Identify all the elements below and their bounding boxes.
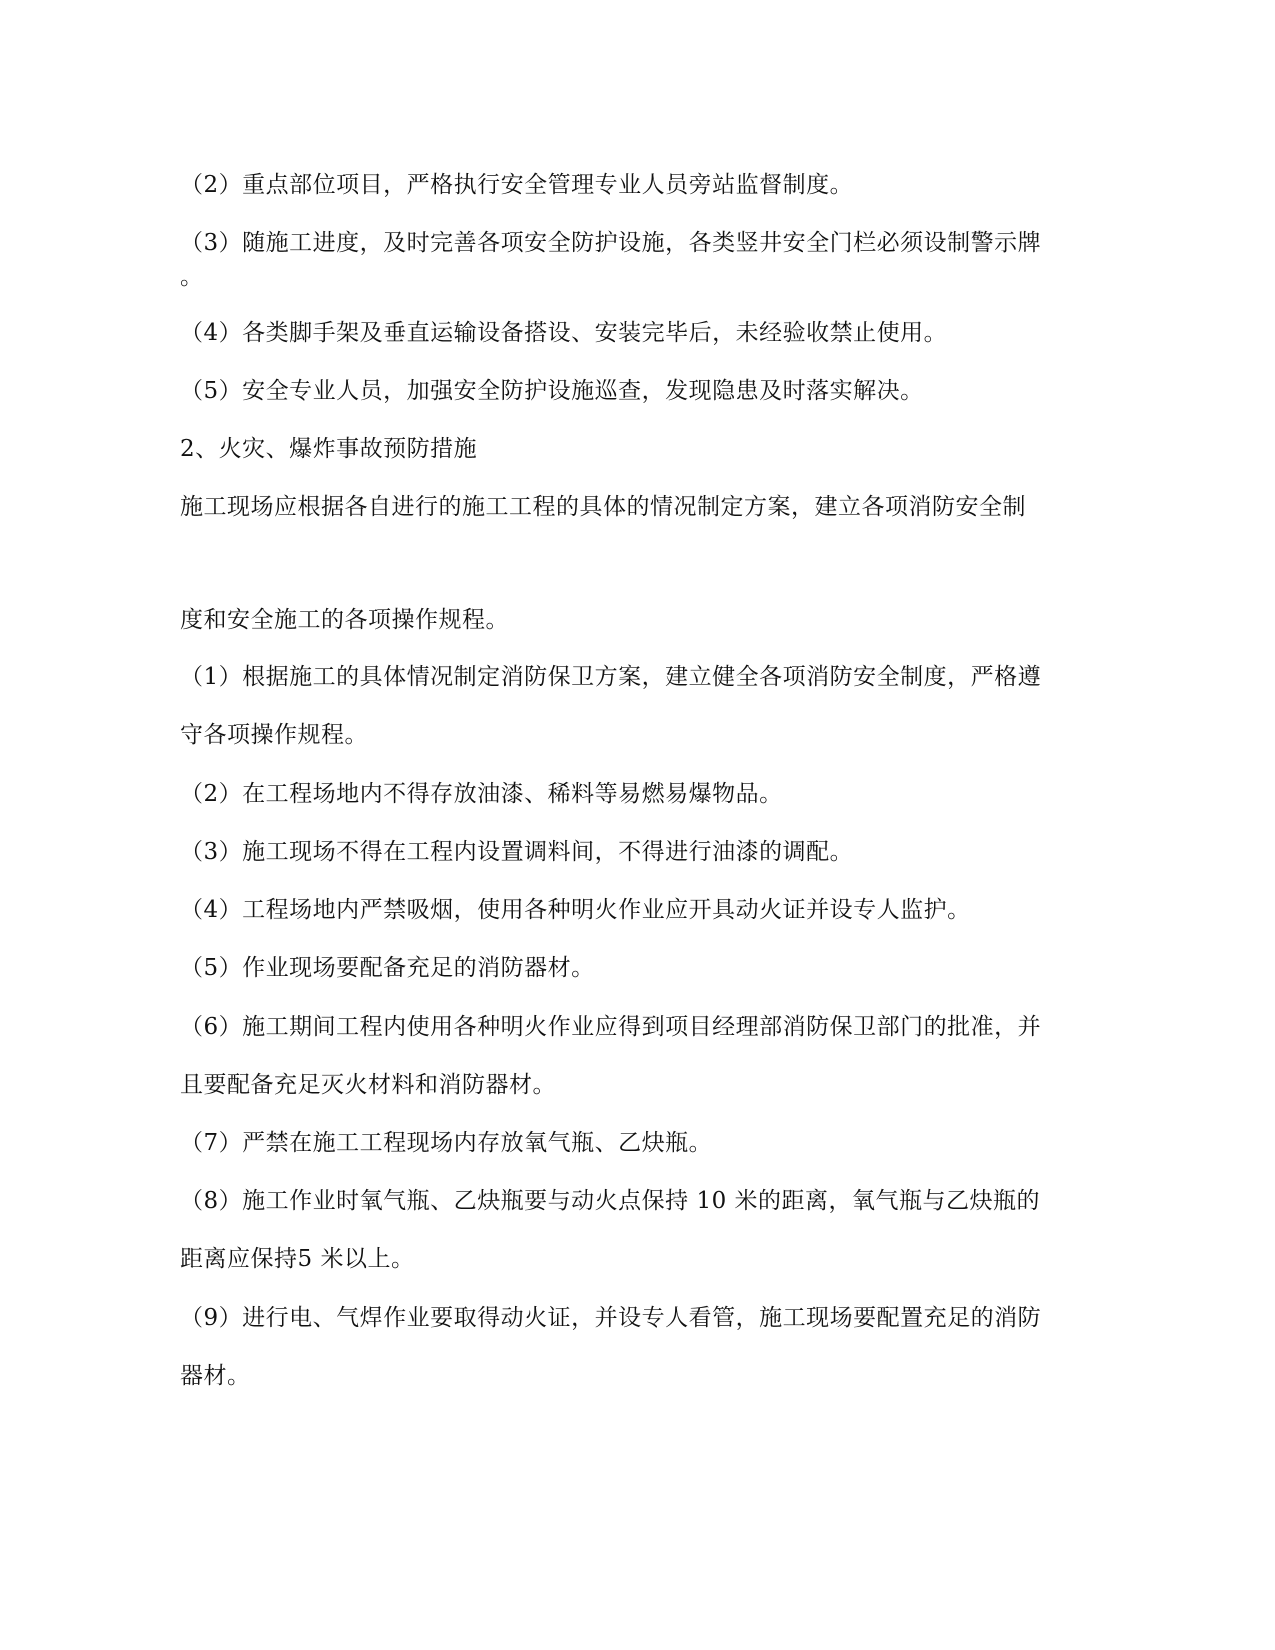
- text-line: 施工现场应根据各自进行的施工工程的具体的情况制定方案，建立各项消防安全制: [180, 494, 1026, 520]
- section-heading: 2、火灾、爆炸事故预防措施: [180, 436, 478, 462]
- text-line: （5）作业现场要配备充足的消防器材。: [180, 955, 595, 981]
- text-line: 守各项操作规程。: [180, 722, 368, 748]
- text-line: （3）随施工进度，及时完善各项安全防护设施，各类竖井安全门栏必须设制警示牌: [180, 230, 1042, 256]
- text-line: （3）施工现场不得在工程内设置调料间，不得进行油漆的调配。: [180, 839, 854, 865]
- text-line: （2）在工程场地内不得存放油漆、稀料等易燃易爆物品。: [180, 781, 783, 807]
- text-line: 且要配备充足灭火材料和消防器材。: [180, 1072, 556, 1098]
- text-line: （5）安全专业人员，加强安全防护设施巡查，发现隐患及时落实解决。: [180, 378, 924, 404]
- text-line: 距离应保持5 米以上。: [180, 1246, 415, 1272]
- text-line: 器材。: [180, 1363, 251, 1389]
- text-line: （6）施工期间工程内使用各种明火作业应得到项目经理部消防保卫部门的批准，并: [180, 1014, 1042, 1040]
- text-line: （2）重点部位项目，严格执行安全管理专业人员旁站监督制度。: [180, 172, 854, 198]
- text-line: 。: [180, 264, 204, 290]
- text-line: （8）施工作业时氧气瓶、乙炔瓶要与动火点保持 10 米的距离，氧气瓶与乙炔瓶的: [180, 1188, 1041, 1214]
- text-line: 度和安全施工的各项操作规程。: [180, 607, 509, 633]
- text-line: （9）进行电、气焊作业要取得动火证，并设专人看管，施工现场要配置充足的消防: [180, 1305, 1042, 1331]
- text-line: （1）根据施工的具体情况制定消防保卫方案，建立健全各项消防安全制度，严格遵: [180, 664, 1042, 690]
- text-line: （4）各类脚手架及垂直运输设备搭设、安装完毕后，未经验收禁止使用。: [180, 320, 948, 346]
- text-line: （7）严禁在施工工程现场内存放氧气瓶、乙炔瓶。: [180, 1130, 713, 1156]
- text-line: （4）工程场地内严禁吸烟，使用各种明火作业应开具动火证并设专人监护。: [180, 897, 971, 923]
